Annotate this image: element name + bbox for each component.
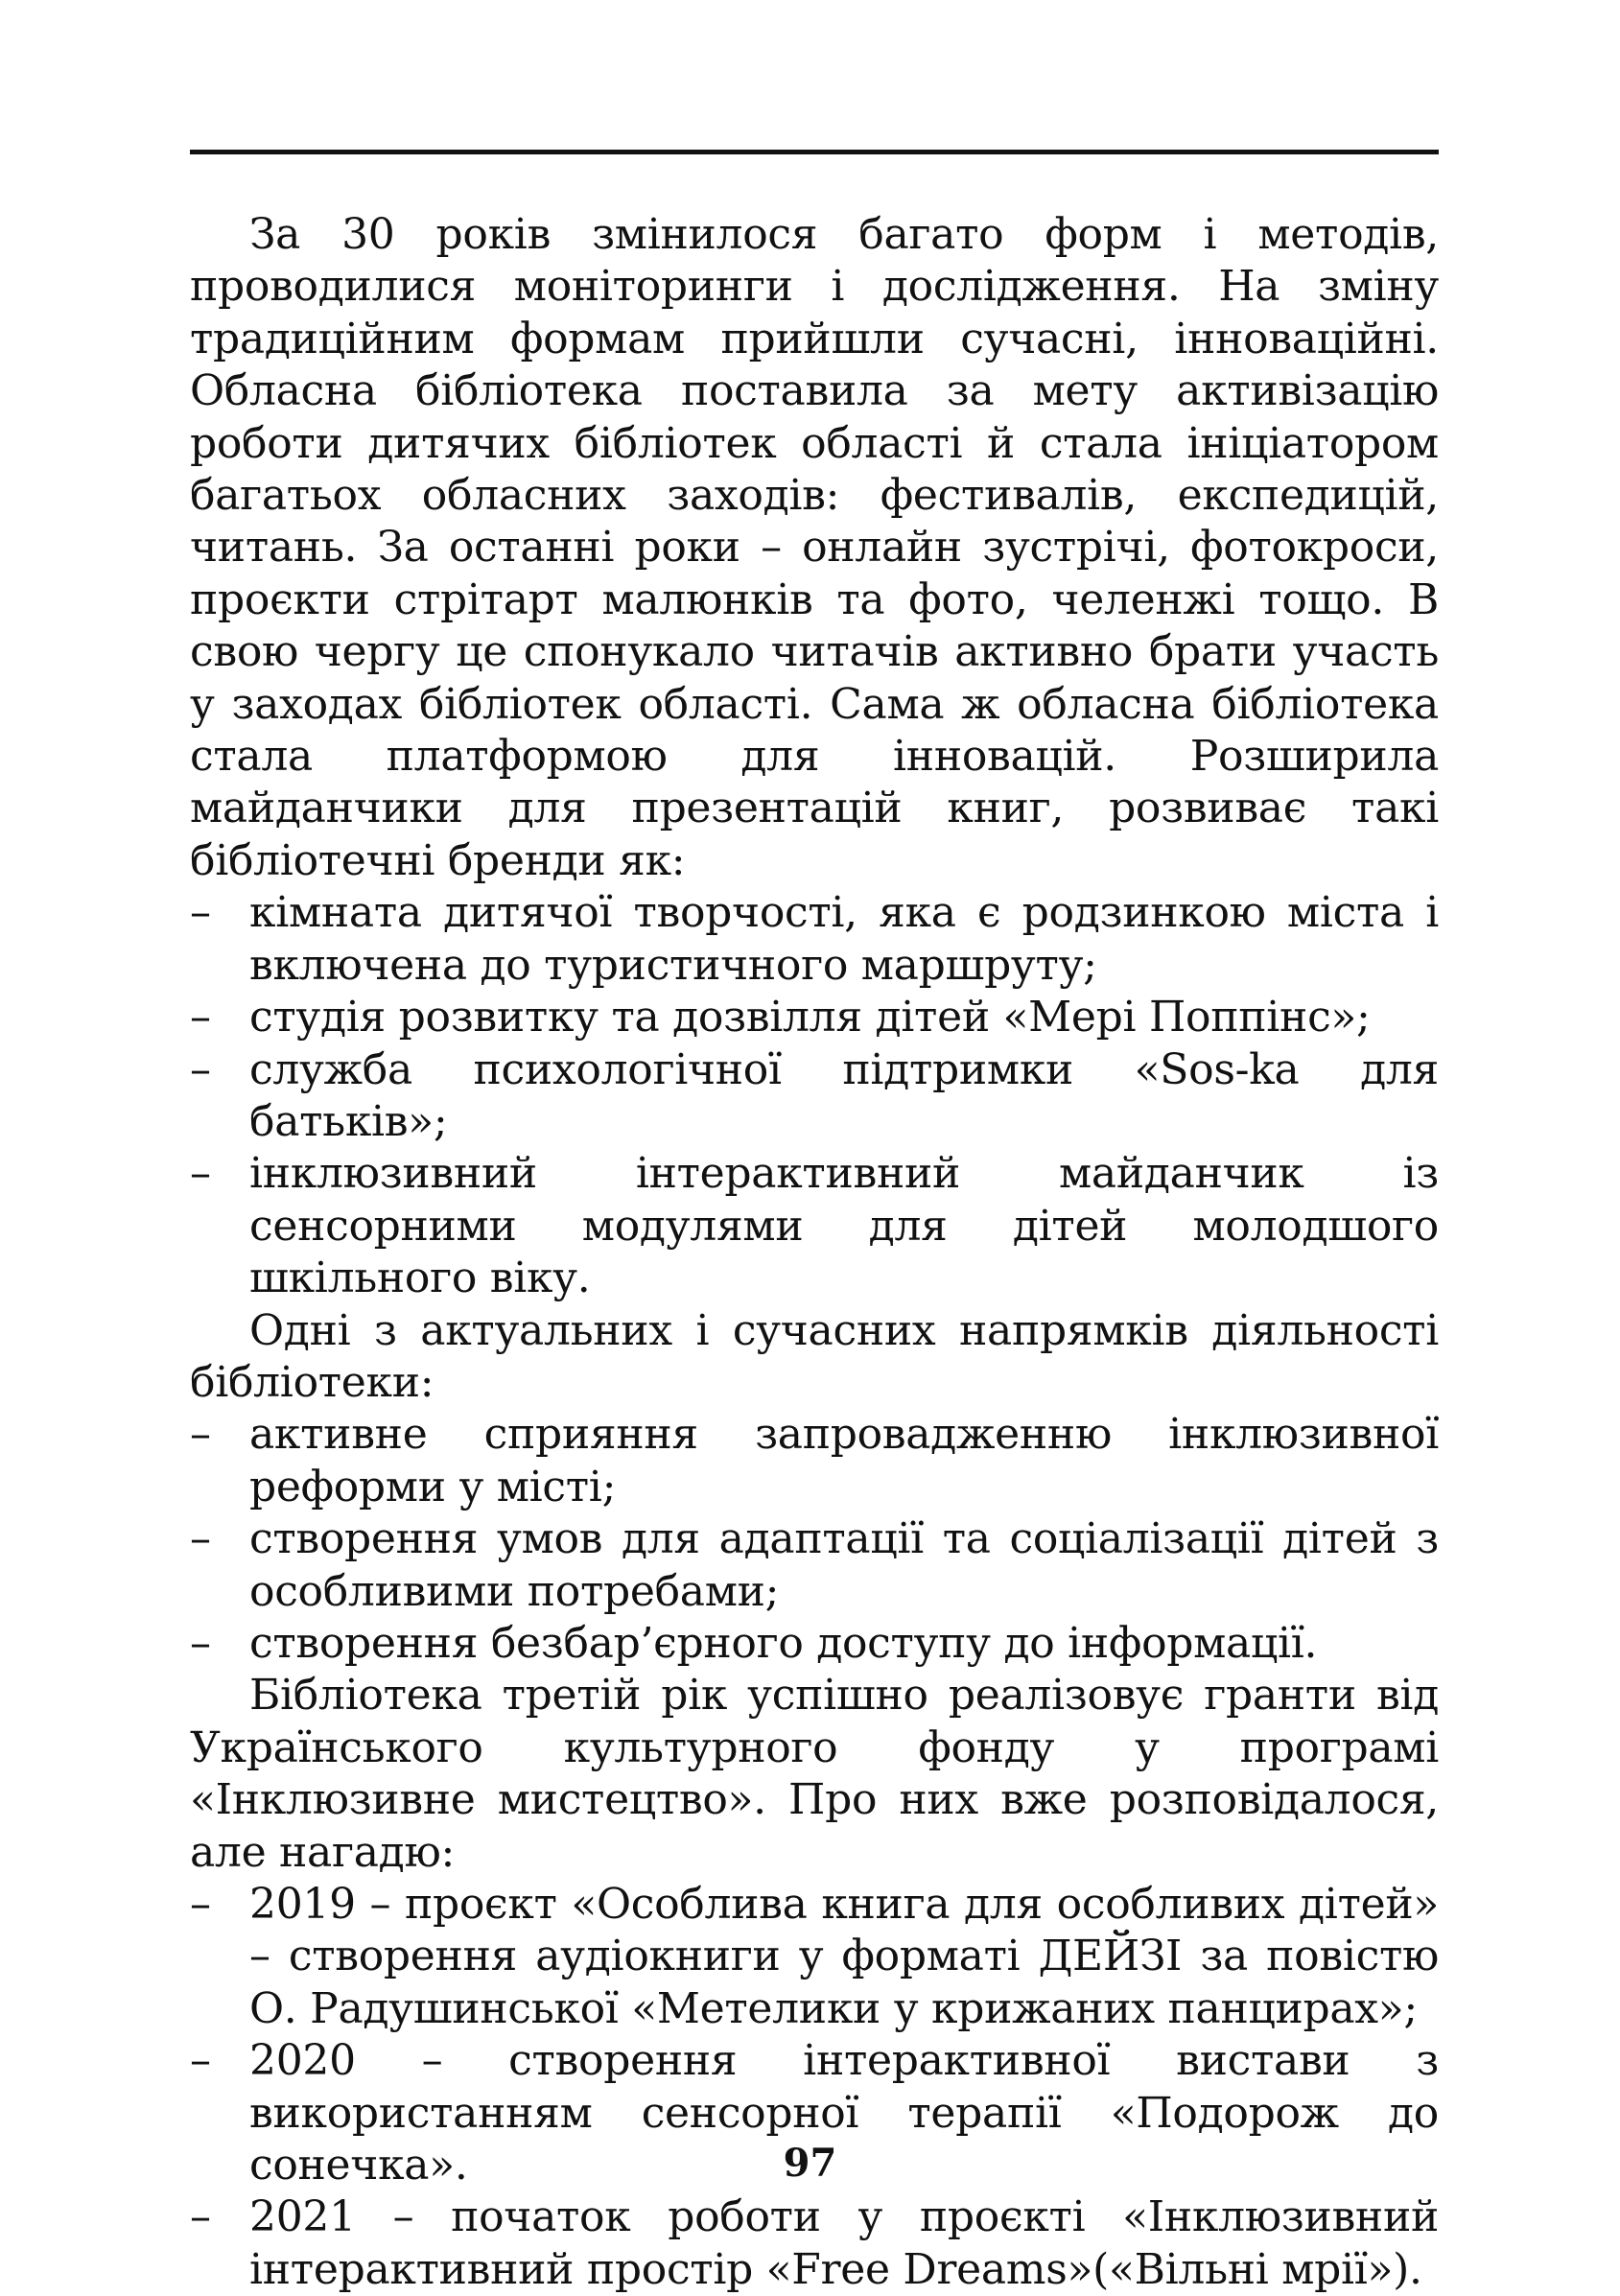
dash-marker: – bbox=[190, 1880, 211, 1929]
list-item-text: створення умов для адаптації та соціалізації дітей з особливими потребами; bbox=[249, 1514, 1439, 1616]
dash-marker: – bbox=[190, 1044, 211, 1094]
list-item-text: активне сприяння запровадженню інклюзивної реформи у місті; bbox=[249, 1410, 1439, 1511]
dash-marker: – bbox=[190, 1410, 211, 1460]
list-item bbox=[190, 2191, 1439, 2296]
page-body bbox=[190, 209, 1439, 2296]
dash-marker: – bbox=[190, 1514, 211, 1564]
dash-marker: – bbox=[190, 2192, 211, 2242]
list-item-text: служба психологічної підтримки «Sos-ka для батьків»; bbox=[249, 1044, 1439, 1146]
header-rule bbox=[190, 150, 1439, 154]
list-item bbox=[190, 1409, 1439, 1513]
page-number: 97 bbox=[783, 2141, 837, 2186]
dash-marker: – bbox=[190, 1618, 211, 1668]
list-item-text: 2019 – проєкт «Особлива книга для особливих дітей» – створення аудіокниги у форматі ДЕЙЗІ за повістю О. Радушинської «Метелики у крижаних панцирах»; bbox=[249, 1880, 1439, 2033]
dash-marker: – bbox=[190, 888, 211, 938]
brands-list bbox=[190, 887, 1439, 1304]
dash-marker: – bbox=[190, 993, 211, 1043]
list-item bbox=[190, 992, 1439, 1043]
list-item-text: 2021 – початок роботи у проєкті «Інклюзивний інтерактивний простір «Free Dreams»(«Вільні мрії»). bbox=[249, 2192, 1439, 2294]
list-item bbox=[190, 887, 1439, 992]
list-item bbox=[190, 1879, 1439, 2035]
dash-marker: – bbox=[190, 1149, 211, 1199]
list-item-text: 2020 – створення інтерактивної вистави з використанням сенсорної терапії «Подорож до сонечка». bbox=[249, 2036, 1439, 2191]
directions-list bbox=[190, 1409, 1439, 1670]
list-item bbox=[190, 1618, 1439, 1670]
dash-marker: – bbox=[190, 2036, 211, 2086]
paragraph: За 30 років змінилося багато форм і методів, проводилися моніторинги і дослідження. На зміну традиційним формам прийшли сучасні, інноваційні. Обласна бібліотека поставила за мету активізацію роботи дитячих бібліотек області й стала ініціатором багатьох обласних заходів: фестивалів, експедицій, читань. За останні роки – онлайн зустрічі, фотокроси, проєкти стрітарт малюнків та фото, челенжі тощо. В свою чергу це спонукало читачів активно брати участь у заходах бібліотек області. Сама ж обласна бібліотека стала платформою для інновацій. Розширила майданчики для презентацій книг, розвиває такі бібліотечні бренди як: bbox=[190, 210, 1439, 885]
paragraph: Бібліотека третій рік успішно реалізовує гранти від Українського культурного фонду у програмі «Інклюзивне мистецтво». Про них вже розповідалося, але нагадю: bbox=[190, 1671, 1439, 1877]
list-item-text: кімната дитячої творчості, яка є родзинкою міста і включена до туристичного маршруту; bbox=[249, 888, 1439, 990]
list-item-text: створення безбар’єрного доступу до інформації. bbox=[249, 1618, 1318, 1668]
list-item-text: інклюзивний інтерактивний майданчик із сенсорними модулями для дітей молодшого шкільного віку. bbox=[249, 1149, 1439, 1303]
list-item bbox=[190, 1513, 1439, 1618]
list-item bbox=[190, 1148, 1439, 1304]
paragraph: Одні з актуальних і сучасних напрямків діяльності бібліотеки: bbox=[190, 1305, 1439, 1407]
grants-list bbox=[190, 1879, 1439, 2296]
list-item bbox=[190, 1044, 1439, 1149]
list-item-text: студія розвитку та дозвілля дітей «Мері Поппінс»; bbox=[249, 993, 1371, 1043]
